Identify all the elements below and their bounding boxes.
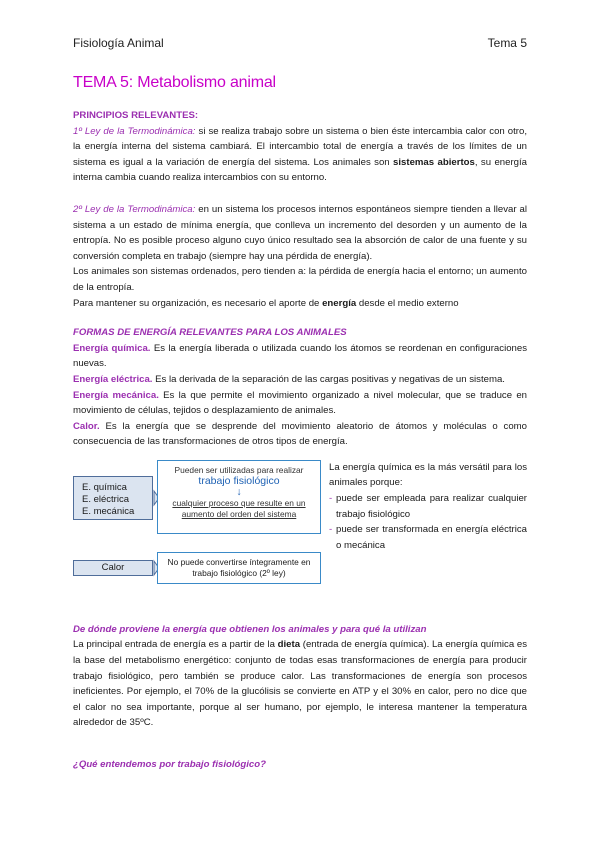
list-item: - puede ser transformada en energía eléctrica o mecánica <box>329 522 527 553</box>
page-title: TEMA 5: Metabolismo animal <box>73 74 276 91</box>
bullet-text: puede ser transformada en energía eléctrica o mecánica <box>336 524 527 551</box>
law1-text-a: si se realiza trabajo sobre un sistema o bien éste intercambia calor con otro, la energía interna del sistema cambiará. El intercambio total de energía a través de los límites de un sistema es igual a la variación de energía del sistema. Los animales son <box>73 125 527 168</box>
energy-name: Energía eléctrica. <box>73 373 153 385</box>
energy-item <box>73 341 527 372</box>
list-item: - puede ser empleada para realizar cualquier trabajo fisiológico <box>329 491 527 522</box>
energy-text: Es la que permite el movimiento organizado a nivel molecular, que se traduce en movimiento de células, tejidos o desplazamiento de animales. <box>73 389 527 417</box>
principios-heading: PRINCIPIOS RELEVANTES: <box>73 110 199 121</box>
heat-limit-box: No puede convertirse íntegramente en trabajo fisiológico (2º ley) <box>157 552 321 584</box>
header-topic: Tema 5 <box>487 36 527 50</box>
law2-paragraph <box>73 202 527 264</box>
energy-diagram <box>73 460 527 594</box>
energy-item <box>73 372 527 388</box>
energy-text: Es la derivada de la separación de las cargas positivas y negativas de un sistema. <box>152 373 505 385</box>
diagram-label: E. eléctrica <box>82 493 129 505</box>
law1-text-b: , su energía interna cambia cuando realiza intercambios con su entorno. <box>73 156 527 184</box>
energy-name: Energía química. <box>73 342 151 354</box>
energy-text: Es la energía liberada o utilizada cuando los átomos se reordenan en configuraciones nuevas. <box>73 342 528 370</box>
energy-name: Energía mecánica. <box>73 389 159 401</box>
box1-line3: cualquier proceso que resulte en un aumento del orden del sistema <box>172 497 306 519</box>
origen-text-a: La principal entrada de energía es a partir de la <box>73 639 278 651</box>
organization-text-a: Para mantener su organización, es necesario el aporte de <box>73 297 323 309</box>
energy-text: Es la energía que se desprende del movimiento aleatorio de átomos y moléculas o como consecuencia de las transformaciones de otros tipos de energía. <box>73 420 527 448</box>
versatile-intro: La energía química es la más versátil para los animales porque: <box>329 461 527 489</box>
versatile-text <box>329 460 527 554</box>
origen-heading: De dónde proviene la energía que obtienen los animales y para qué la utilizan <box>73 623 427 635</box>
diagram-label: E. química <box>82 481 127 493</box>
heat-box: Calor <box>73 560 153 576</box>
origen-text-b: (entrada de energía química). La energía química es la base del metabolismo energético: conjunto de todas esas transformaciones de energía para producir trabajo fisiológico, pero también se produce calor. Las transformaciones de energía son procesos ineficientes. Por ejemplo, el 70% de la glucólisis se convierte en ATP y el 30% en calor, pero no dice que el calor no sea importante, porque al ser humano, por ejemplo, le interesa mantener la temperatura alrededor de 35ºC. <box>73 639 527 729</box>
formas-heading: FORMAS DE ENERGÍA RELEVANTES PARA LOS ANIMALES <box>73 327 347 339</box>
ordered-systems-paragraph: Los animales son sistemas ordenados, pero tienden a: la pérdida de energía hacia el entorno; un aumento de la entropía. <box>73 266 527 293</box>
diagram-label: E. mecánica <box>82 505 135 517</box>
organization-paragraph <box>73 296 527 312</box>
law1-name: 1º Ley de la Termodinámica: <box>73 125 196 137</box>
organization-bold: energía <box>322 297 357 309</box>
document-body <box>73 108 527 773</box>
origen-bold: dieta <box>277 639 301 651</box>
arrow-down-icon: ↓ <box>236 485 242 498</box>
law2-text: en un sistema los procesos internos espontáneos siempre tienden a llevar al sistema a un estado de mínima energía, que conlleva un incremento del desorden y un aumento de la entropía. No es posible proceso alguno cuyo único resultado sea la absorción de calor de una fuente y su conversión completa en trabajo (siempre hay una pérdida de energía). <box>73 203 527 262</box>
energy-item <box>73 419 527 450</box>
energy-item <box>73 388 527 419</box>
organization-text-b: desde el medio externo <box>356 297 459 309</box>
origen-paragraph <box>73 637 527 731</box>
law1-bold: sistemas abiertos <box>393 156 475 168</box>
energy-name: Calor. <box>73 420 100 432</box>
box1-line1: Pueden ser utilizadas para realizar <box>174 464 304 475</box>
law2-name: 2º Ley de la Termodinámica: <box>73 203 196 215</box>
trabajo-heading: ¿Qué entendemos por trabajo fisiológico? <box>73 759 266 771</box>
usable-work-box <box>157 460 321 534</box>
header-subject: Fisiología Animal <box>73 36 164 50</box>
law1-paragraph <box>73 124 527 186</box>
box1-emphasis: trabajo fisiológico <box>198 474 280 487</box>
bullet-text: puede ser empleada para realizar cualquier trabajo fisiológico <box>336 493 527 520</box>
